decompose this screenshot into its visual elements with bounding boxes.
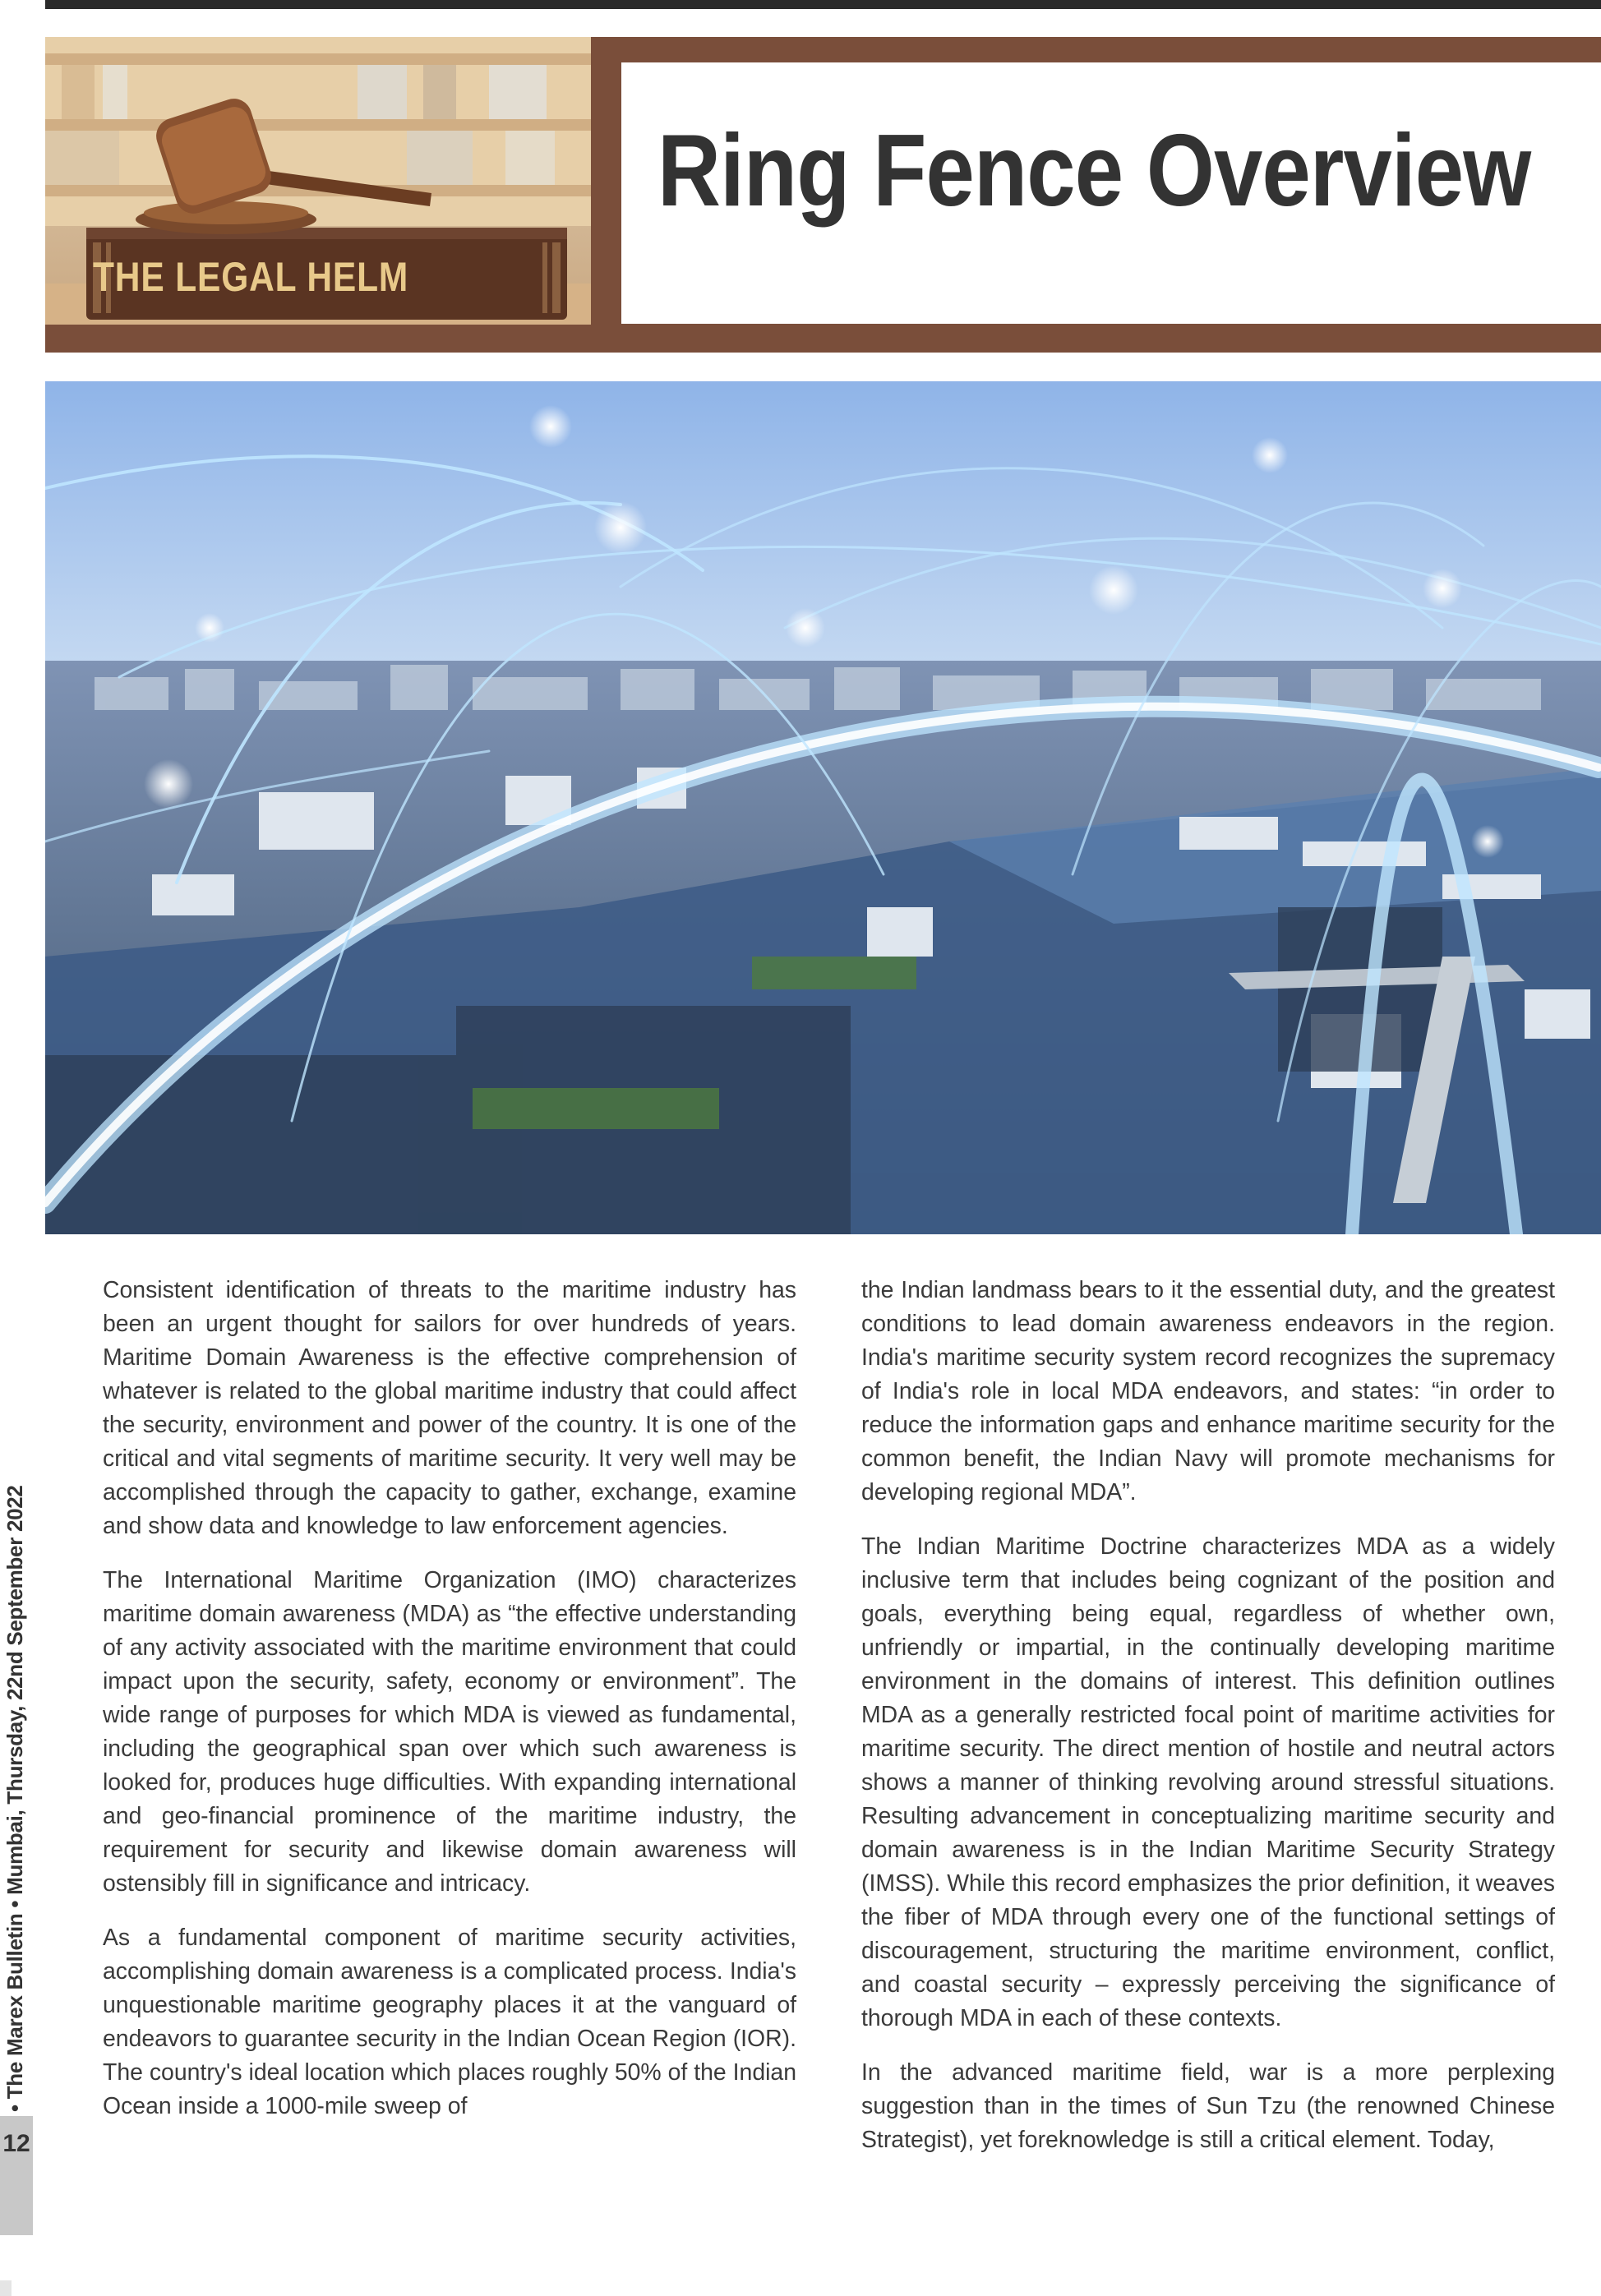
top-rule [45, 0, 1601, 9]
paragraph: As a fundamental component of maritime security activities, accomplishing domain awareness is a complicated process. India's unquestionable maritime geography places it at the vanguard of endeavors to guarantee security in the Indian Ocean Region (IOR). The country's ideal location which places roughly 50% of the Indian Ocean inside a 1000-mile sweep of [103, 1925, 796, 2119]
harbor-illustration [45, 381, 1601, 1234]
paragraph: the Indian landmass bears to it the essential duty, and the greatest conditions to lead domain awareness endeavors in the region. India's maritime security system record recognizes the supremacy of India's role in local MDA endeavors, and states: “in order to reduce the information gaps and enhance maritime security for the common benefit, the Indian Navy will promote mechanisms for developing regional MDA”. [861, 1277, 1555, 1505]
article-column-right [861, 1274, 1555, 2178]
paragraph: In the advanced maritime field, war is a more perplexing suggestion than in the times of Sun Tzu (the renowned Chinese Strategist), yet foreknowledge is still a critical element. Today, [861, 2059, 1555, 2153]
paragraph: Consistent identification of threats to the maritime industry has been an urgent thought for sailors for over hundreds of years. Maritime Domain Awareness is the effective comprehension of whatever is related to the global maritime industry that could affect the security, environment and power of the country. It is one of the critical and vital segments of maritime security. It very well may be accomplished through the capacity to gather, exchange, examine and show data and knowledge to law enforcement agencies. [103, 1277, 796, 1539]
paragraph: The Indian Maritime Doctrine characterizes MDA as a widely inclusive term that includes being cognizant of the position and goals, everything being equal, regardless of whether own, unfriendly or impartial, in the continually developing maritime environment in the domains of interest. This definition outlines MDA as a generally restricted focal point of maritime activities for maritime security. The direct mention of hostile and neutral actors shows a manner of thinking revolving around stressful situations. Resulting advancement in conceptualizing maritime security and domain awareness is in the Indian Maritime Security Strategy (IMSS). While this record emphasizes the prior definition, it weaves the fiber of MDA through every one of the functional settings of discouragement, structuring the maritime environment, conflict, and coastal security – expressly perceiving the significance of thorough MDA in each of these contexts. [861, 1533, 1555, 2031]
running-footer: • The Marex Bulletin • Mumbai, Thursday, 22nd September 2022 [2, 1485, 27, 2112]
column-name: THE LEGAL HELM [93, 254, 409, 300]
article-column-left [103, 1274, 796, 2144]
page-title: Ring Fence Overview [657, 114, 1531, 228]
page-number: 12 [2, 2130, 30, 2157]
paragraph: The International Maritime Organization (IMO) characterizes maritime domain awareness (MDA) as “the effective understanding of any activity associated with the maritime environment that could impact upon the security, safety, economy or environment”. The wide range of purposes for which MDA is viewed as fundamental, including the geographical span over which such awareness is looked for, produces huge difficulties. With expanding international and geo-financial prominence of the maritime industry, the requirement for security and likewise domain awareness will ostensibly fill in significance and intricacy. [103, 1567, 796, 1897]
corner-mark [0, 2280, 12, 2296]
port-network-photo [45, 381, 1601, 1234]
